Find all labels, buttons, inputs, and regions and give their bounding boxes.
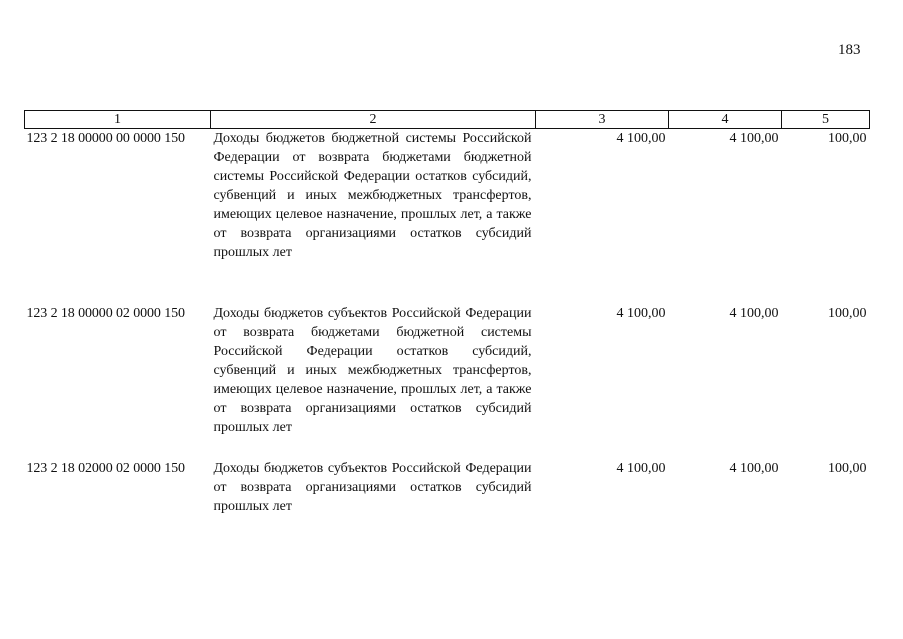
table-row [25,459,870,519]
row-col5-value: 100,00 [828,131,867,146]
table-body [25,129,870,520]
row-code: 123 2 18 00000 02 0000 150 [26,306,185,321]
row-name: Доходы бюджетов бюджетной системы Российской Федерации от возврата бюджетами бюджетной системы Российской Федерации остатков субсидий, субвенций и иных межбюджетных трансфертов, имеющих целевое назначение, прошлых лет, а также от возврата организациями остатков субсидий прошлых лет [213,131,532,260]
header-col-1: 1 [25,111,211,129]
table-header [25,111,870,129]
row-code: 123 2 18 00000 00 0000 150 [26,131,185,146]
table-row [25,304,870,459]
row-col3-value: 4 100,00 [616,306,666,321]
row-col4-value: 4 100,00 [729,306,779,321]
row-col3-value: 4 100,00 [616,131,666,146]
row-col4-value: 4 100,00 [729,131,779,146]
header-col-4: 4 [669,111,782,129]
header-col-3: 3 [536,111,669,129]
header-col-5: 5 [782,111,870,129]
row-col5-value: 100,00 [828,306,867,321]
page-number: 183 [838,42,861,58]
table-row [25,129,870,305]
row-col3-value: 4 100,00 [616,461,666,476]
row-code: 123 2 18 02000 02 0000 150 [26,461,185,476]
header-col-2: 2 [211,111,536,129]
row-name: Доходы бюджетов субъектов Российской Федерации от возврата организациями остатков субсидий прошлых лет [213,461,532,514]
row-name: Доходы бюджетов субъектов Российской Федерации от возврата бюджетами бюджетной системы Российской Федерации остатков субсидий, субвенций и иных межбюджетных трансфертов, имеющих целевое назначение, прошлых лет, а также от возврата организациями остатков субсидий прошлых лет [213,306,532,435]
row-col5-value: 100,00 [828,461,867,476]
header-row [25,111,870,129]
row-col4-value: 4 100,00 [729,461,779,476]
budget-table [24,110,870,519]
